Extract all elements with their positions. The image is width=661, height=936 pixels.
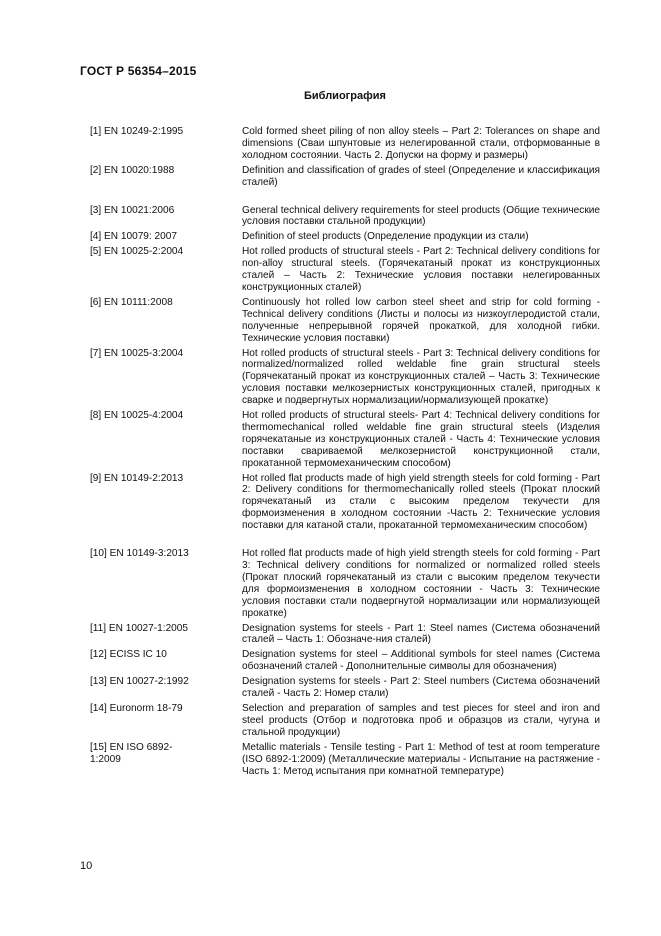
entry-ref: [12] ECISS IC 10	[90, 649, 167, 661]
bibliography-entry-5	[90, 246, 600, 294]
entry-text: Continuously hot rolled low carbon steel sheet and strip for cold forming - Technical delivery conditions (Листы и полосы из низкоуглеродистой стали, полученные непрерывной горячей прокаткой, для холодной гибки. Технические условия поставки)	[242, 296, 600, 344]
bibliography-entry-12	[90, 649, 600, 673]
bibliography-entry-15	[90, 742, 600, 778]
bibliography-entry-9	[90, 473, 600, 533]
document-code: ГОСТ Р 56354–2015	[80, 64, 197, 78]
entry-text: Hot rolled products of structural steels - Part 3: Technical delivery conditions for normalized/normalized rolled weldable fine grain structural steels (Горячекатаный прокат из конструкционных сталей – Часть 3: Технические условия поставки мелкозернистых конструкционных сталей, пригодных к сварке и подвергнутых нормализации/нормализующей прокатке)	[242, 347, 600, 407]
entry-ref: [4] EN 10079: 2007	[90, 231, 177, 243]
entry-text: Hot rolled flat products made of high yield strength steels for cold forming - Part 2: Delivery conditions for thermomechanically rolled steels (Прокат плоский горячекатаный из стали с высоким пределом текучести для формоизменения в холодном состоянии -Часть 2: Технические условия поставки для катаной стали, прокатанной термомеханическим способом)	[242, 472, 600, 532]
bibliography-entry-8	[90, 410, 600, 470]
entry-ref: [13] EN 10027-2:1992	[90, 676, 189, 688]
entry-text: Designation systems for steels - Part 2: Steel numbers (Система обозначений сталей - Часть 2: Номер стали)	[242, 676, 600, 700]
bibliography-entry-13	[90, 676, 600, 700]
entry-ref: [1] EN 10249-2:1995	[90, 126, 184, 137]
entry-ref: [3] EN 10021:2006	[90, 204, 175, 216]
bibliography-entry-6	[90, 297, 600, 345]
entry-ref: [14] Euronorm 18-79	[90, 702, 183, 714]
entry-ref: [10] EN 10149-3:2013	[90, 548, 189, 560]
entry-text: General technical delivery requirements for steel products (Общие технические условия поставки стальной продукции)	[242, 204, 600, 228]
bibliography-entry-1	[90, 126, 600, 162]
entry-ref: [15] EN ISO 6892- 1:2009	[90, 741, 173, 765]
bibliography-entry-7	[90, 348, 600, 408]
entry-ref: [2] EN 10020:1988	[90, 164, 175, 176]
entry-text: Designation systems for steels - Part 1: Steel names (Система обозначений сталей – Часть 1: Обозначе-ния сталей)	[242, 622, 600, 646]
bibliography-entry-10	[90, 548, 600, 619]
entry-text: Hot rolled flat products made of high yield strength steels for cold forming - Part 3: Technical delivery conditions for normalized or normalized rolled steels (Прокат плоский горячекатаный из стали с высоким пределом текучести для формоизменения в холодном состоянии - Часть 3: Технические условия поставки стали подвергнутой нормализации или нормализующей прокатке)	[242, 548, 600, 619]
entry-text: Metallic materials - Tensile testing - Part 1: Method of test at room temperature (ISO 6892-1:2009) (Металлические материалы - Испытание на растяжение - Часть 1: Метод испытания при комнатной температуре)	[242, 741, 600, 777]
bibliography-entry-3	[90, 205, 600, 229]
entry-ref: [5] EN 10025-2:2004	[90, 246, 184, 258]
bibliography-entry-14	[90, 703, 600, 739]
page-number: 10	[80, 860, 93, 872]
entry-ref: [11] EN 10027-1:2005	[90, 622, 189, 634]
entry-text: Hot rolled products of structural steels - Part 2: Technical delivery conditions for non-alloy structural steels. (Горячекатаный прокат из конструкционных сталей – Часть 2: Технические условия поставки нелегированных конструкционных сталей)	[242, 246, 600, 293]
entry-text: Definition and classification of grades of steel (Определение и классификация сталей)	[242, 164, 600, 188]
bibliography-entry-11	[90, 623, 600, 647]
entry-text: Selection and preparation of samples and test pieces for steel and iron and steel products (Отбор и подготовка проб и образцов из стали, чугуна и стальной продукции)	[242, 702, 600, 738]
bibliography-list	[90, 126, 600, 777]
entry-ref: [9] EN 10149-2:2013	[90, 472, 184, 484]
entry-ref: [6] EN 10111:2008	[90, 296, 173, 308]
section-title: Библиография	[304, 90, 386, 102]
entry-text: Cold formed sheet piling of non alloy steels – Part 2: Tolerances on shape and dimensions (Сваи шпунтовые из нелегированной стали, отформованные в холодном состоянии. Часть 2. Допуски на форму и размеры)	[242, 126, 600, 161]
entry-text: Hot rolled products of structural steels- Part 4: Technical delivery conditions for thermomechanical rolled weldable fine grain structural steels (Изделия горячекатаные из конструкционных сталей - Часть 4: Технические условия поставки свариваемой мелкозернистой конструкционной стали, прокатанной термомеханическим способом)	[242, 410, 600, 469]
entry-ref: [7] EN 10025-3:2004	[90, 347, 184, 359]
entry-text: Designation systems for steel – Additional symbols for steel names (Система обозначений сталей - Дополнительные символы для обозначения)	[242, 649, 600, 673]
entry-ref: [8] EN 10025-4:2004	[90, 410, 184, 422]
bibliography-entry-4	[90, 231, 600, 243]
entry-text: Definition of steel products (Определение продукции из стали)	[242, 231, 529, 243]
bibliography-entry-2	[90, 165, 600, 189]
